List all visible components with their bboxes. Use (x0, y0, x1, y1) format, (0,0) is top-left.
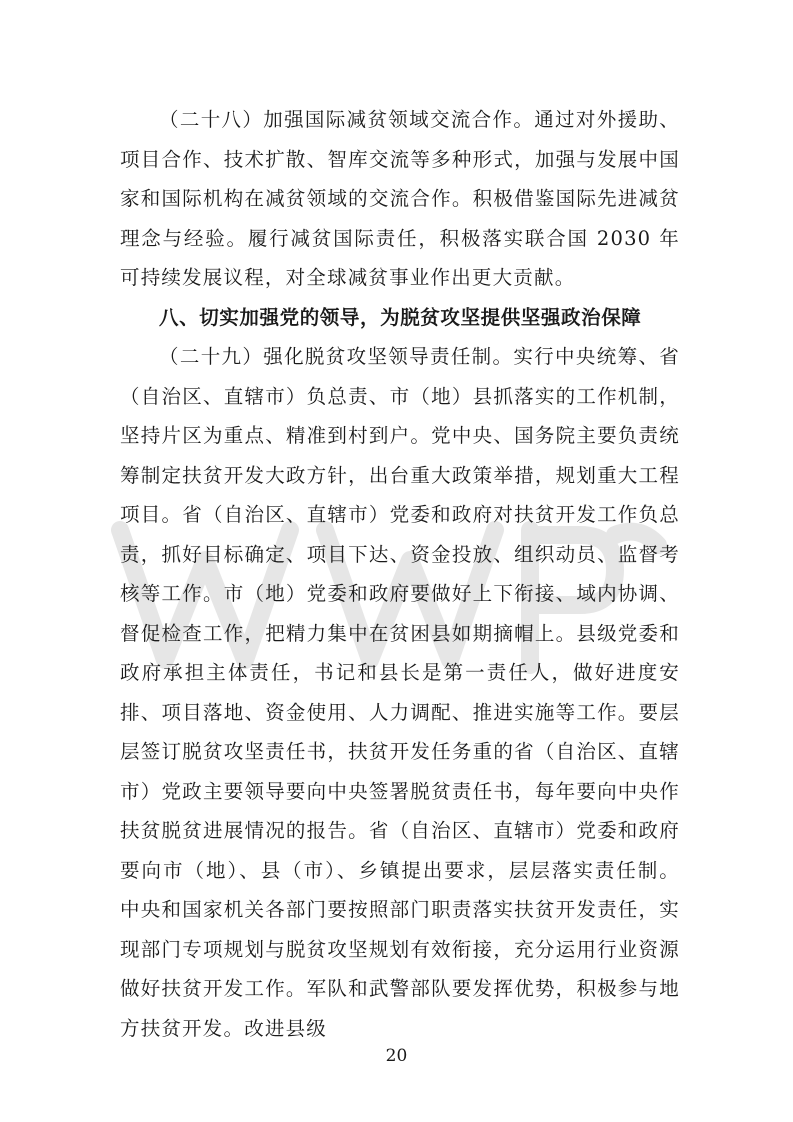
section-heading: 八、切实加强党的领导，为脱贫攻坚提供坚强政治保障 (159, 305, 642, 329)
page-number: 20 (385, 1046, 408, 1066)
paragraph-29: （二十九）强化脱贫攻坚领导责任制。实行中央统筹、省（自治区、直辖市）负总责、市（地）县抓落实的工作机制，坚持片区为重点、精准到村到户。党中央、国务院主要负责统筹制定扶贫开发大政方针，出台重大政策举措，规划重大工程项目。省（自治区、直辖市）党委和政府对扶贫开发工作负总责，抓好目标确定、项目下达、资金投放、组织动员、监督考核等工作。市（地）党委和政府要做好上下衔接、域内协调、督促检查工作，把精力集中在贫困县如期摘帽上。县级党委和政府承担主体责任，书记和县长是第一责任人，做好进度安排、项目落地、资金使用、人力调配、推进实施等工作。要层层签订脱贫攻坚责任书，扶贫开发任务重的省（自治区、直辖市）党政主要领导要向中央签署脱贫责任书，每年要向中央作扶贫脱贫进展情况的报告。省（自治区、直辖市）党委和政府要向市（地）、县（市）、乡镇提出要求，层层落实责任制。中央和国家机关各部门要按照部门职责落实扶贫开发责任，实现部门专项规划与脱贫攻坚规划有效衔接，充分运用行业资源做好扶贫开发工作。军队和武警部队要发挥优势，积极参与地方扶贫开发。改进县级 (120, 345, 680, 1040)
paragraph-28: （二十八）加强国际减贫领域交流合作。通过对外援助、项目合作、技术扩散、智库交流等多种形式，加强与发展中国家和国际机构在减贫领域的交流合作。积极借鉴国际先进减贫理念与经验。履行减贫国际责任，积极落实联合国 2030 年可持续发展议程，对全球减贫事业作出更大贡献。 (120, 108, 680, 289)
page-body (120, 100, 680, 1048)
